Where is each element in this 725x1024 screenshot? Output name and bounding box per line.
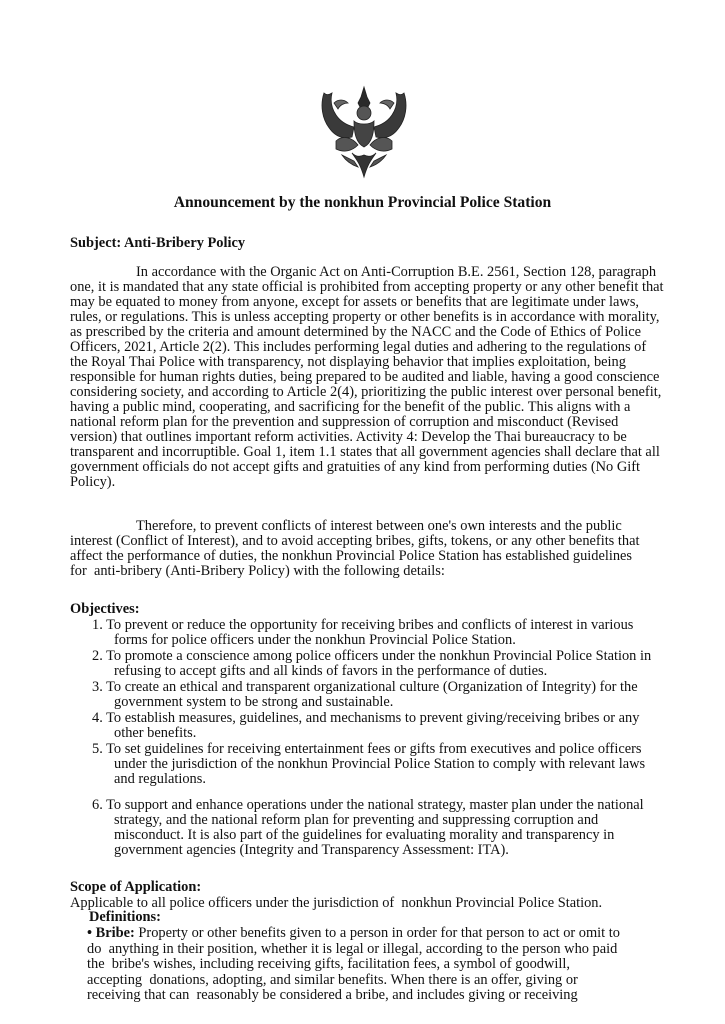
document-page: Announcement by the nonkhun Provincial Police Station Subject: Anti-Bribery Policy In accordance with the Organic Act on Anti-Corruption B.E. 2561, Section 128, paragraph one, it is mandated that any state official is prohibited from accepting property or any other benefit that may be equated to money from anyone, except for assets or benefits that are legitimate under laws, rules, or regulations. This is unless accepting property or other benefits is in accordance with morality, as prescribed by the criteria and amount determined by the NACC and the Code of Ethics of Police Officers, 2021, Article 2(2). This includes performing legal duties and adhering to the regulations of the Royal Thai Police with transparency, not displaying behavior that implies exploitation, being responsible for human rights duties, being prepared to be audited and liable, having a good conscience considering society, and according to Article 2(4), prioritizing the public interest over personal benefit, having a public mind, cooperating, and sacrificing for the benefit of the public. This aligns with a national reform plan for the prevention and suppression of corruption and misconduct (Revised version) that outlines important reform activities. Activity 4: Develop the Thai bureaucracy to be transparent and incorruptible. Goal 1, item 1.1 states that all government agencies shall declare that all government officials do not accept gifts and gratuities of any kind from performing duties (No Gift Policy). Therefore, to prevent conflicts of interest between one's own interests and the public interest (Conflict of Interest), and to avoid accepting bribes, gifts, tokens, or any other benefits that affect the performance of duties, the nonkhun Provincial Police Station has established guidelines for anti-bribery (Anti-Bribery Policy) with the following details: Objectives: 1. To prevent or reduce the opportunity for receiving bribes and conflicts of interest in various forms for police officers under the nonkhun Provincial Police Station. 2. To promote a conscience among police officers under the nonkhun Provincial Police Station in refusing to accept gifts and all kinds of favors in the performance of duties. 3. To create an ethical and transparent organizational culture (Organization of Integrity) for the government system to be strong and sustainable. 4. To establish measures, guidelines, and mechanisms to prevent giving/receiving bribes or any other benefits. 5. To set guidelines for receiving entertainment fees or gifts from executives and police officers under the jurisdiction of the nonkhun Provincial Police Station to comply with relevant laws and regulations. 6. To support and enhance operations under the national strategy, master plan under the national strategy, and the national reform plan for preventing and suppressing corruption and misconduct. It is also part of the guidelines for evaluating morality and transparency in government agencies (Integrity and Transparency Assessment: ITA). Scope of Application: Applicable to all police officers under the jurisdiction of nonkhun Provincial Police Station. Definitions: • Bribe: Property or other benefits given to a person in order for that person to act or omit to do anything in their position, whether it is legal or illegal, according to the person who paid the bribe's wishes, including receiving gifts, facilitation fees, a symbol of goodwill, accepting donations, adopting, and similar benefits. When there is an offer, giving or receiving that can reasonably be considered a bribe, and includes giving or receiving <box>0 0 725 1024</box>
objective-item: 2. To promote a conscience among police officers under the nonkhun Provincial Police Station in <box>92 648 652 664</box>
objective-item: 6. To support and enhance operations under the national strategy, master plan under the national <box>92 797 644 813</box>
objective-item: 3. To create an ethical and transparent organizational culture (Organization of Integrity) for the <box>92 679 638 695</box>
scope-text: Applicable to all police officers under the jurisdiction of nonkhun Provincial Police Station. <box>70 895 603 911</box>
objectives-heading: Objectives: <box>70 601 140 617</box>
definitions-heading: Definitions: <box>89 909 161 925</box>
objective-item: 5. To set guidelines for receiving entertainment fees or gifts from executives and police officers <box>92 741 642 757</box>
objective-item: 1. To prevent or reduce the opportunity for receiving bribes and conflicts of interest in various <box>92 617 634 633</box>
garuda-emblem-icon <box>318 85 410 181</box>
subject-line: Subject: Anti-Bribery Policy <box>70 235 246 251</box>
scope-heading: Scope of Application: <box>70 879 202 895</box>
bribe-term: • Bribe: <box>87 925 135 941</box>
document-title: Announcement by the nonkhun Provincial Police Station <box>173 194 552 211</box>
objective-item: 4. To establish measures, guidelines, and mechanisms to prevent giving/receiving bribes or any <box>92 710 640 726</box>
